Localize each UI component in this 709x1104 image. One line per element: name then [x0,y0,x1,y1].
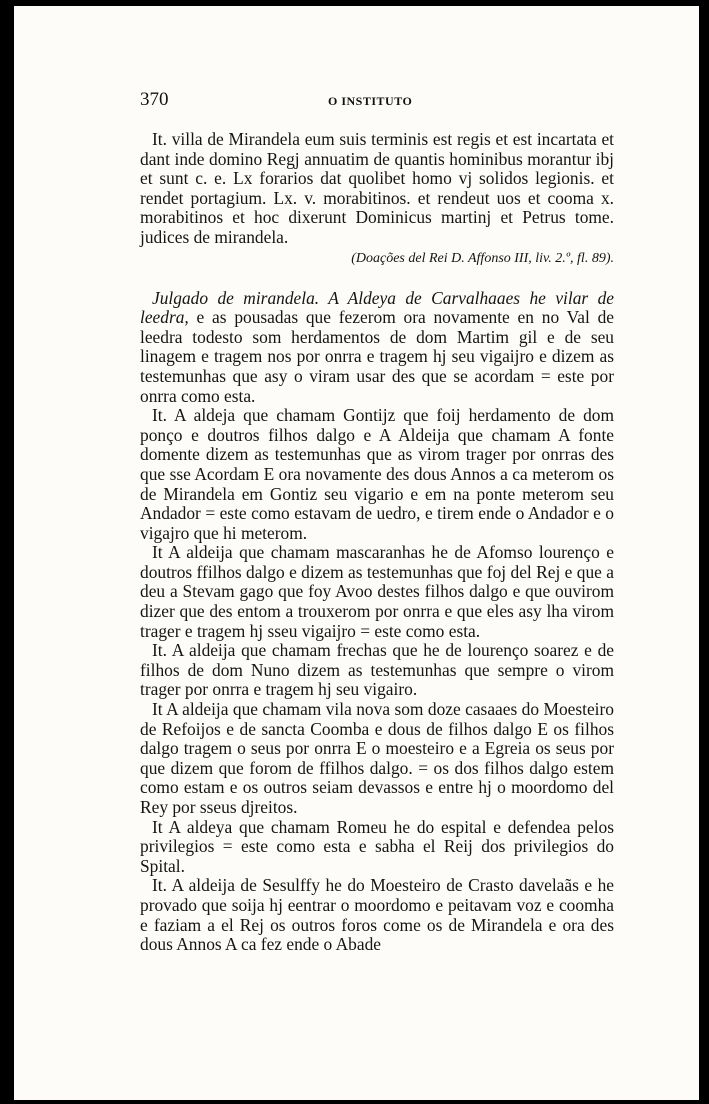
paragraph: It. A aldeija que chamam frechas que he de lourenço soarez e de filhos de dom Nuno dizem as testemunhas que sempre o virom trager por onrra e tragem hj seu vigairo. [140,640,614,700]
paragraph: It A aldeya que chamam Romeu he do espital e defendea pelos privilegios = este como esta e sabha el Reij dos privilegios do Spital. [140,816,614,876]
paragraph: It A aldeija que chamam vila nova som doze casaaes do Moesteiro de Refoijos e de sancta Coomba e dous de filhos dalgo E os filhos dalgo tragem o seus por onrra E o moesteiro e a Egreia os seus por que dizem que forom de ffilhos dalgo. = os dos filhos dalgo estem como estam e os outros seiam devassos e entre hj o moordomo del Rey por sseus djreitos. [140,699,614,817]
page-number: 370 [140,89,169,110]
section-title: Julgado de mirandela. A Aldeya de Carvalhaaes he vilar de leedra, [140,287,614,328]
running-title: O INSTITUTO [328,94,413,108]
document-page [14,6,699,1100]
paragraph: It A aldeija que chamam mascaranhas he de Afomso lourenço e doutros ffilhos dalgo e dizem as testemunhas que foj del Rej e que a deu a Stevam gago que foy Avoo destes filhos dalgo e que ouvirom dizer que des entom a trouxerom por onrra e que eles asy lha virom trager e tragem hj sseu vigaijro = este como esta. [140,542,614,641]
paragraph: It. A aldeja que chamam Gontijz que foij herdamento de dom ponço e doutros filhos dalgo e A Aldeija que chamam A fonte domente dizem as testemunhas que as virom trager por onrras des que sse Acordam E ora novamente des dous Annos a ca meterom os de Mirandela em Gontiz seu vigario e em na ponte meterom seu Andador = este como estavam de uedro, e tirem ende o Andador e o vigajro que hi meterom. [140,405,614,543]
section-intro: e as pousadas que fezerom ora novamente en no Val de leedra todesto som herdamentos de dom Martim gil e de seu linagem e tragem nos por onrra e tragem hj seu vigaijro e dizem as testemunhas que asy o viram usar des que se acordam = este por onrra como esta. [140,307,614,406]
citation: (Doações del Rei D. Affonso III, liv. 2.º, fl. 89). [351,250,614,266]
paragraph: It. villa de Mirandela eum suis terminis est regis et est incartata et dant inde domino Regj annuatim de quantis hominibus morantur ibj et sunt c. e. Lx forarios dat quolibet homo vj solidos legionis. et rendet portagium. Lx. v. morabitinos. et rendeut uos et cooma x. morabitinos et hoc dixerunt Dominicus martinj et Petrus tome. judices de mirandela. [140,129,614,247]
section-julgado-de-mirandela [140,289,614,955]
section-intro-paragraph [140,289,614,407]
body-text [140,130,614,955]
page-header [14,89,699,111]
paragraph: It. A aldeija de Sesulffy he do Moesteiro de Crasto davelaãs e he provado que soija hj eentrar o moordomo e peitavam voz e coomha e faziam a el Rej os outros foros come os de Mirandela e ora des dous Annos A ca fez ende o Abade [140,875,614,955]
